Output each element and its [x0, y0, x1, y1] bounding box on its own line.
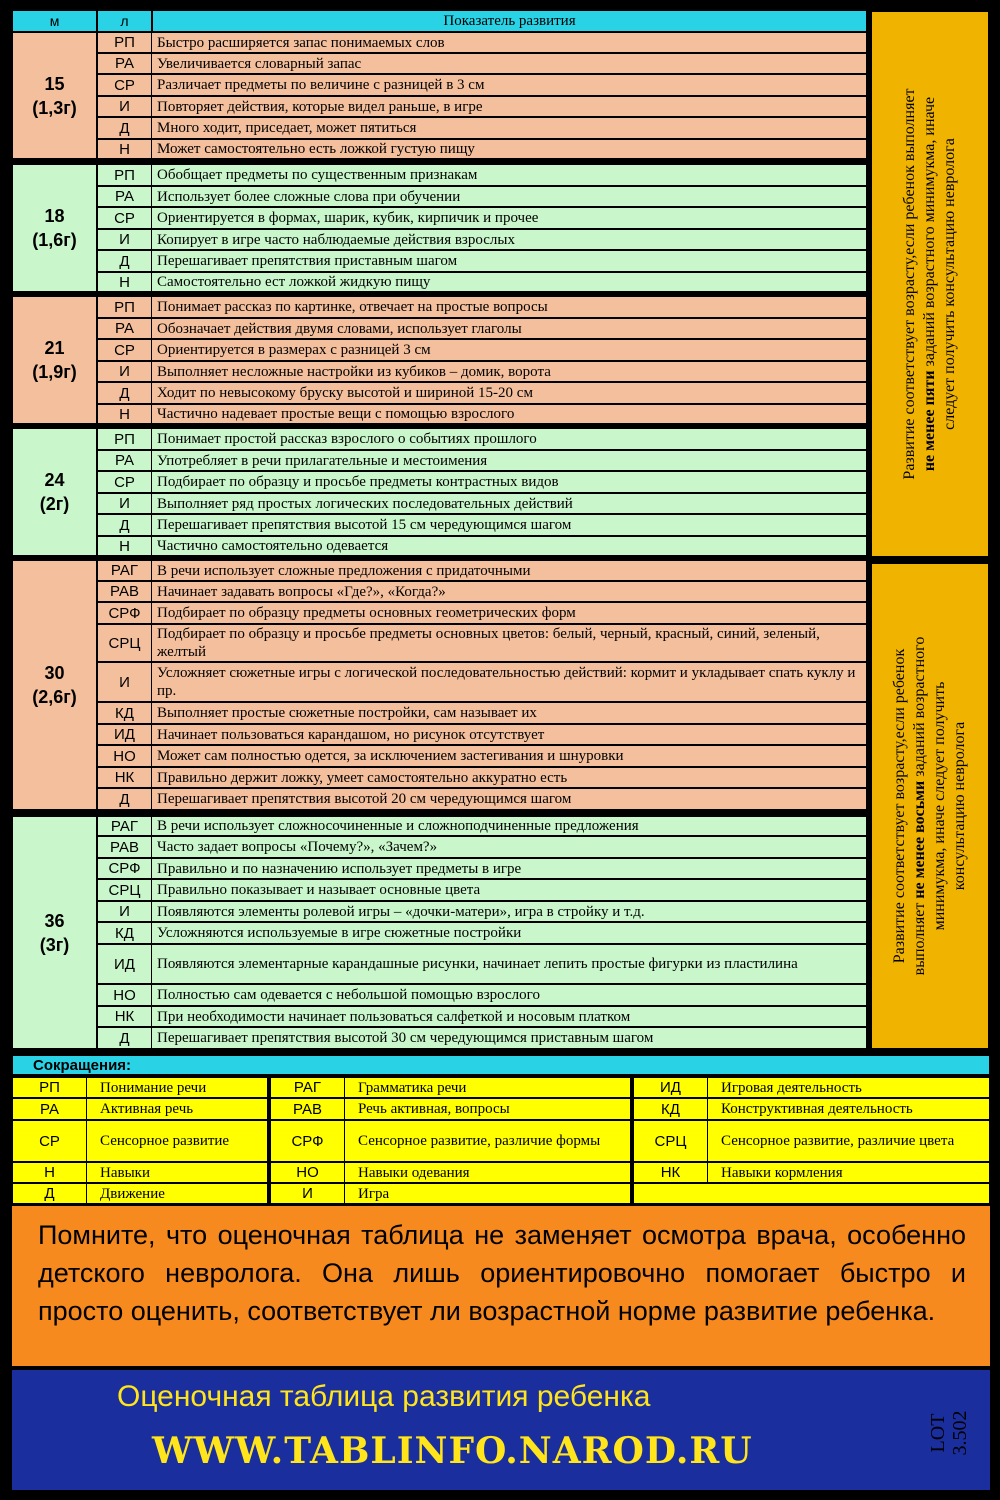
abbreviation-code: СРФ: [270, 1120, 345, 1162]
row-code: И: [97, 96, 152, 117]
row-indicator: Правильно показывает и называет основные цвета: [152, 879, 867, 901]
table-row: [97, 250, 867, 272]
table-row: [97, 662, 867, 702]
row-indicator: Обобщает предметы по существенным признакам: [152, 164, 867, 186]
abbreviation-item: [633, 1098, 990, 1120]
row-code: РП: [97, 428, 152, 450]
row-indicator: При необходимости начинает пользоваться салфеткой и носовым платком: [152, 1006, 867, 1027]
age-months: 21: [44, 338, 65, 358]
side-note-five-line3: следует получить консультацию невролога: [941, 138, 958, 430]
table-row: [97, 361, 867, 382]
header-code: л: [97, 10, 152, 32]
footer-url[interactable]: WWW.TABLINFO.NAROD.RU: [152, 1430, 753, 1472]
table-row: [97, 450, 867, 471]
table-row: [97, 164, 867, 186]
abbreviation-code: РАГ: [270, 1077, 345, 1098]
table-row: [97, 879, 867, 901]
row-indicator: Перешагивает препятствия высотой 15 см чередующимся шагом: [152, 514, 867, 536]
row-code: РА: [97, 53, 152, 74]
abbreviation-description: Навыки кормления: [708, 1162, 990, 1183]
row-code: Н: [97, 536, 152, 556]
row-code: НО: [97, 745, 152, 767]
table-row: [97, 901, 867, 922]
row-indicator: Ориентируется в размерах с разницей 3 см: [152, 339, 867, 361]
abbreviation-description: Понимание речи: [87, 1077, 268, 1098]
side-note-eight-pre: выполняет: [911, 898, 928, 976]
row-indicator: Подбирает по образцу и просьбе предметы контрастных видов: [152, 471, 867, 493]
footer-title: Оценочная таблица развития ребенка: [117, 1380, 651, 1413]
row-code: СР: [97, 339, 152, 361]
abbreviation-description: Активная речь: [87, 1098, 268, 1120]
table-row: [97, 922, 867, 944]
row-indicator: Ходит по невысокому бруску высотой и шириной 15-20 см: [152, 382, 867, 404]
row-indicator: Может самостоятельно есть ложкой густую пищу: [152, 139, 867, 159]
row-indicator: Подбирает по образцу и просьбе предметы основных цветов: белый, черный, красный, синий, зеленый, желтый: [152, 624, 867, 662]
table-row: [97, 493, 867, 514]
table-row: [97, 296, 867, 318]
abbreviation-code: КД: [633, 1098, 708, 1120]
age-cell: [12, 428, 97, 556]
row-indicator: Частично самостоятельно одевается: [152, 536, 867, 556]
abbreviation-code: НК: [633, 1162, 708, 1183]
age-months: 36: [44, 910, 65, 931]
row-indicator: Употребляет в речи прилагательные и местоимения: [152, 450, 867, 471]
footer-lot: [927, 1393, 977, 1473]
table-row: [97, 471, 867, 493]
row-code: Д: [97, 514, 152, 536]
table-row: [97, 32, 867, 53]
row-indicator: Перешагивает препятствия приставным шагом: [152, 250, 867, 272]
row-indicator: Увеличивается словарный запас: [152, 53, 867, 74]
row-indicator: Понимает рассказ по картинке, отвечает на простые вопросы: [152, 296, 867, 318]
row-indicator: Ориентируется в формах, шарик, кубик, кирпичик и прочее: [152, 207, 867, 229]
header-months: м: [12, 10, 97, 32]
row-indicator: Самостоятельно ест ложкой жидкую пищу: [152, 272, 867, 292]
abbreviation-item: [270, 1077, 631, 1098]
row-indicator: Правильно и по назначению использует предметы в игре: [152, 858, 867, 879]
row-code: И: [97, 901, 152, 922]
table-row: [97, 602, 867, 624]
abbreviation-description: Сенсорное развитие, различие цвета: [708, 1120, 990, 1162]
row-indicator: Использует более сложные слова при обучении: [152, 186, 867, 207]
row-indicator: Выполняет ряд простых логических последовательных действий: [152, 493, 867, 514]
age-months: 24: [44, 470, 65, 490]
row-indicator: Может сам полностью одется, за исключением застегивания и шнуровки: [152, 745, 867, 767]
row-indicator: Начинает задавать вопросы «Где?», «Когда?»: [152, 581, 867, 602]
abbreviation-description: Игровая деятельность: [708, 1077, 990, 1098]
side-note-five-line2: заданий возрастного минимукма, иначе: [921, 96, 938, 371]
row-code: Д: [97, 117, 152, 139]
row-code: РА: [97, 186, 152, 207]
row-code: И: [97, 361, 152, 382]
footer-lot-label: LOT: [927, 1413, 949, 1453]
abbreviation-description: Сенсорное развитие: [87, 1120, 268, 1162]
side-note-five-line1: Развитие соответствует возрасту,если ребенок выполняет: [901, 88, 918, 480]
row-code: РП: [97, 164, 152, 186]
row-code: НО: [97, 984, 152, 1006]
row-code: СРФ: [97, 602, 152, 624]
row-indicator: Перешагивает препятствия высотой 30 см чередующимся приставным шагом: [152, 1027, 867, 1049]
row-code: Д: [97, 788, 152, 810]
abbreviation-description: Конструктивная деятельность: [708, 1098, 990, 1120]
row-code: Д: [97, 1027, 152, 1049]
age-years: (1,9г): [32, 362, 77, 382]
row-indicator: Выполняет несложные настройки из кубиков – домик, ворота: [152, 361, 867, 382]
age-years: (2,6г): [32, 687, 77, 707]
footer: [12, 1370, 990, 1490]
age-months: 30: [44, 663, 65, 683]
row-code: КД: [97, 702, 152, 724]
row-indicator: Полностью сам одевается с небольшой помощью взрослого: [152, 984, 867, 1006]
table-row: [97, 858, 867, 879]
table-row: [97, 788, 867, 810]
row-code: РАГ: [97, 816, 152, 836]
table-row: [97, 944, 867, 984]
row-code: СР: [97, 74, 152, 96]
table-row: [97, 624, 867, 662]
age-years: (1,6г): [32, 230, 77, 250]
abbreviation-description: Движение: [87, 1183, 268, 1204]
table-row: [97, 207, 867, 229]
age-cell: [12, 816, 97, 1049]
abbreviation-item: [633, 1162, 990, 1183]
table-row: [97, 816, 867, 836]
side-note-five-bold: не менее пяти: [921, 370, 938, 472]
row-indicator: Обозначает действия двумя словами, использует глаголы: [152, 318, 867, 339]
side-note-eight-bold: не менее восьми: [911, 780, 928, 899]
row-indicator: Правильно держит ложку, умеет самостоятельно аккуратно есть: [152, 767, 867, 788]
row-indicator: Появляются элементарные карандашные рисунки, начинает лепить простые фигурки из пластилина: [152, 944, 867, 984]
row-code: ИД: [97, 724, 152, 745]
table-row: [97, 186, 867, 207]
row-code: КД: [97, 922, 152, 944]
abbreviation-item: [12, 1120, 268, 1162]
row-code: НК: [97, 1006, 152, 1027]
row-code: И: [97, 229, 152, 250]
table-row: [97, 745, 867, 767]
abbreviation-code: Н: [12, 1162, 87, 1183]
row-code: СРЦ: [97, 624, 152, 662]
row-indicator: Подбирает по образцу предметы основных геометрических форм: [152, 602, 867, 624]
table-row: [97, 339, 867, 361]
age-cell: [12, 32, 97, 159]
age-cell: [12, 560, 97, 810]
row-indicator: Часто задает вопросы «Почему?», «Зачем?»: [152, 836, 867, 858]
abbreviation-description: Сенсорное развитие, различие формы: [345, 1120, 631, 1162]
side-note-eight-line2: заданий возрастного: [911, 636, 928, 781]
row-code: НК: [97, 767, 152, 788]
age-years: (1,3г): [32, 97, 77, 118]
table-row: [97, 53, 867, 74]
table-row: [97, 404, 867, 424]
row-code: РА: [97, 318, 152, 339]
row-code: РА: [97, 450, 152, 471]
side-note-eight-line1: Развитие соответствует возрасту,если ребенок: [891, 648, 908, 964]
abbreviation-description: Игра: [345, 1183, 631, 1204]
table-row: [97, 514, 867, 536]
row-indicator: Копирует в игре часто наблюдаемые действия взрослых: [152, 229, 867, 250]
abbreviation-item: [270, 1183, 631, 1204]
table-row: [97, 767, 867, 788]
abbreviation-item: [270, 1098, 631, 1120]
table-row: [97, 724, 867, 745]
row-code: СР: [97, 471, 152, 493]
age-months: 18: [44, 206, 65, 226]
row-indicator: Появляются элементы ролевой игры – «дочки-матери», игра в стройку и т.д.: [152, 901, 867, 922]
table-row: [97, 74, 867, 96]
row-indicator: Повторяет действия, которые видел раньше, в игре: [152, 96, 867, 117]
table-row: [97, 382, 867, 404]
row-indicator: В речи использует сложные предложения с придаточными: [152, 560, 867, 581]
row-code: РАВ: [97, 581, 152, 602]
abbreviations-title: Сокращения:: [12, 1055, 990, 1075]
row-code: Д: [97, 382, 152, 404]
row-indicator: Частично надевает простые вещи с помощью взрослого: [152, 404, 867, 424]
row-code: СРФ: [97, 858, 152, 879]
side-note-eight: [870, 562, 990, 1050]
table-row: [97, 272, 867, 292]
row-indicator: Различает предметы по величине с разницей в 3 см: [152, 74, 867, 96]
row-indicator: Много ходит, приседает, может пятиться: [152, 117, 867, 139]
side-note-five: [870, 10, 990, 558]
table-row: [97, 117, 867, 139]
row-code: РП: [97, 32, 152, 53]
table-row: [97, 229, 867, 250]
footer-lot-number: 3.502: [949, 1410, 971, 1456]
row-code: И: [97, 493, 152, 514]
age-months: 15: [44, 73, 65, 94]
abbreviation-item: [270, 1162, 631, 1183]
abbreviation-item: [12, 1077, 268, 1098]
age-years: (3г): [39, 934, 70, 955]
abbreviation-item: [270, 1120, 631, 1162]
abbreviation-code: СРЦ: [633, 1120, 708, 1162]
row-indicator: Начинает пользоваться карандашом, но рисунок отсутствует: [152, 724, 867, 745]
disclaimer-note: Помните, что оценочная таблица не заменяет осмотра врача, особенно детского невролога. Она лишь ориентировочно помогает быстро и просто оценить, соответствует ли возрастной норме развитие ребенка.: [12, 1206, 990, 1366]
table-row: [97, 428, 867, 450]
row-indicator: В речи использует сложносочиненные и сложноподчиненные предложения: [152, 816, 867, 836]
side-note-eight-line4: консультацию невролога: [951, 721, 968, 891]
row-indicator: Перешагивает препятствия высотой 20 см чередующимся шагом: [152, 788, 867, 810]
row-code: Н: [97, 139, 152, 159]
abbreviation-empty-cell: [633, 1183, 990, 1204]
table-row: [97, 836, 867, 858]
row-code: РАГ: [97, 560, 152, 581]
abbreviation-code: РП: [12, 1077, 87, 1098]
row-indicator: Усложняются используемые в игре сюжетные постройки: [152, 922, 867, 944]
abbreviation-code: РАВ: [270, 1098, 345, 1120]
row-code: Д: [97, 250, 152, 272]
row-indicator: Усложняет сюжетные игры с логической последовательностью действий: кормит и укладывает спать куклу и пр.: [152, 662, 867, 702]
table-row: [97, 581, 867, 602]
row-code: РП: [97, 296, 152, 318]
row-indicator: Понимает простой рассказ взрослого о событиях прошлого: [152, 428, 867, 450]
abbreviation-description: Навыки: [87, 1162, 268, 1183]
table-row: [97, 984, 867, 1006]
row-code: Н: [97, 404, 152, 424]
row-indicator: Быстро расширяется запас понимаемых слов: [152, 32, 867, 53]
row-code: И: [97, 662, 152, 702]
age-cell: [12, 164, 97, 292]
table-row: [97, 560, 867, 581]
row-code: РАВ: [97, 836, 152, 858]
row-code: Н: [97, 272, 152, 292]
age-cell: [12, 296, 97, 424]
header-indicator: Показатель развития: [152, 10, 867, 32]
row-indicator: Выполняет простые сюжетные постройки, сам называет их: [152, 702, 867, 724]
abbreviation-code: Д: [12, 1183, 87, 1204]
abbreviation-code: НО: [270, 1162, 345, 1183]
abbreviation-description: Навыки одевания: [345, 1162, 631, 1183]
abbreviation-item: [12, 1098, 268, 1120]
abbreviation-description: Речь активная, вопросы: [345, 1098, 631, 1120]
row-code: ИД: [97, 944, 152, 984]
abbreviation-item: [633, 1077, 990, 1098]
age-years: (2г): [39, 494, 70, 514]
abbreviation-code: ИД: [633, 1077, 708, 1098]
table-row: [97, 139, 867, 159]
table-row: [97, 1027, 867, 1049]
table-row: [97, 702, 867, 724]
row-code: СРЦ: [97, 879, 152, 901]
abbreviation-description: Грамматика речи: [345, 1077, 631, 1098]
table-row: [97, 96, 867, 117]
table-row: [97, 1006, 867, 1027]
side-note-eight-line3: минимукма, иначе следует получить: [931, 681, 948, 931]
abbreviation-item: [12, 1162, 268, 1183]
row-code: СР: [97, 207, 152, 229]
table-row: [97, 536, 867, 556]
table-row: [97, 318, 867, 339]
abbreviation-code: И: [270, 1183, 345, 1204]
abbreviation-item: [12, 1183, 268, 1204]
abbreviation-code: СР: [12, 1120, 87, 1162]
abbreviation-code: РА: [12, 1098, 87, 1120]
abbreviation-item: [633, 1120, 990, 1162]
